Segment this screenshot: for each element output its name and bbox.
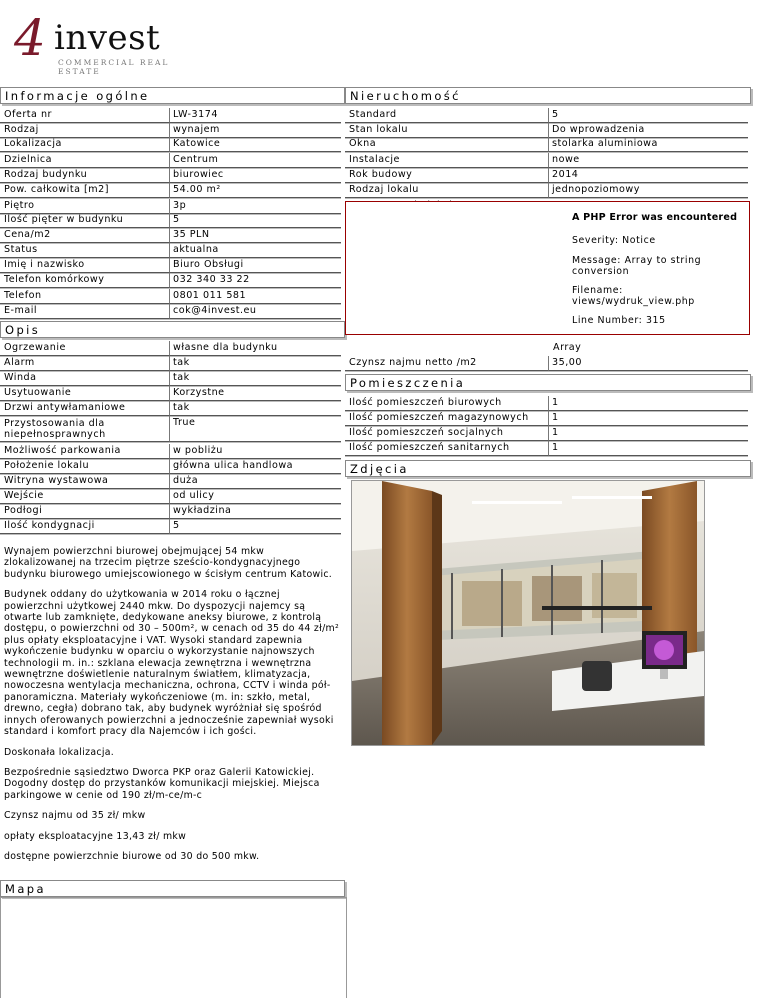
row-value: tak: [169, 401, 341, 416]
row-value: 1: [548, 396, 748, 411]
row-label: Ilość pomieszczeń magazynowych: [345, 411, 548, 426]
row-value: Katowice: [169, 137, 341, 152]
row-label: Rodzaj budynku: [0, 168, 169, 183]
row-label: Czynsz najmu netto /m2: [345, 356, 548, 371]
description-paragraph: Czynsz najmu od 35 zł/ mkw: [4, 810, 146, 822]
row-label: Lokalizacja: [0, 137, 169, 152]
row-value: 1: [548, 441, 748, 456]
row-value: jednopoziomowy: [548, 183, 748, 198]
description-text: [4, 546, 339, 871]
description-paragraph: Wynajem powierzchni biurowej obejmującej 54 mkw zlokalizowanej na trzecim piętrze sześcio-kondygnacyjnego budynku biurowego umiejscowionego w ścisłym centrum Katowic.: [4, 546, 333, 580]
row-value: Korzystne: [169, 386, 341, 401]
row-value: Do wprowadzenia: [548, 123, 748, 138]
row-value: 54.00 m²: [169, 183, 341, 198]
php-error-box: [345, 201, 750, 335]
php-error-filename: Filename: views/wydruk_view.php: [572, 285, 695, 307]
description-paragraph: opłaty eksploatacyjne 13,43 zł/ mkw: [4, 830, 187, 842]
row-value: 032 340 33 22: [169, 273, 341, 288]
logo-tagline: COMMERCIAL REAL ESTATE: [58, 58, 170, 76]
row-label: Ilość pięter w budynku: [0, 213, 169, 228]
row-label: Ogrzewanie: [0, 341, 169, 356]
php-error-message: Message: Array to string conversion: [572, 255, 702, 277]
row-label: Pow. całkowita [m2]: [0, 183, 169, 198]
row-label: Instalacje: [345, 153, 548, 168]
row-value: 1: [548, 411, 748, 426]
section-photos: Zdjęcia: [345, 460, 751, 477]
row-value: biurowiec: [169, 168, 341, 183]
section-rooms: Pomieszczenia: [345, 374, 751, 391]
row-value: stolarka aluminiowa: [548, 137, 748, 152]
row-value: 0801 011 581: [169, 289, 341, 304]
row-label: Status: [0, 243, 169, 258]
row-label: Wejście: [0, 489, 169, 504]
row-label: Rodzaj lokalu: [345, 183, 548, 198]
row-value: 35,00: [548, 356, 748, 371]
office-photo[interactable]: [351, 480, 705, 746]
logo-mark: 4: [14, 9, 46, 67]
row-value: 1: [548, 426, 748, 441]
row-label: Piętro: [0, 199, 169, 214]
row-label: Przystosowania dla niepełnosprawnych: [0, 416, 169, 442]
row-value: własne dla budynku: [169, 341, 341, 356]
row-value: 3p: [169, 199, 341, 214]
description-paragraph: Budynek oddany do użytkowania w 2014 roku o łącznej powierzchni użytkowej 2440 mkw. Do dyspozycji najemcy są otwarte lub zamknięte, dedykowane aneksy biurowe, z kontrolą dostępu, o powierzchni od 30 – 500m², w cenach od 35 do 44 zł/m² plus opłaty eksploatacyjne i VAT. Wysoki standard zapewnia wykończenie budynku w oparciu o wykorzystanie najnowszych technologii m. in.: szklana elewacja zewnętrzna i wewnętrzna wewnętrzne doświetlenie naturalnym światłem, klimatyzacja, nowoczesna wentylacja mechaniczna, ochrona, CCTV i winda pół-panoramiczna. Materiały wykończeniowe (m. in: szkło, metal, drewno, cegła) dobrano tak, aby budynek wyróżniał się spośród innych oferowanych powierzchni a jednocześnie zapewniał wysoki standard i komfort pracy dla Najemców i ich gości.: [4, 589, 340, 738]
section-general: Informacje ogólne: [0, 87, 345, 104]
row-label: Położenie lokalu: [0, 459, 169, 474]
row-value: tak: [169, 356, 341, 371]
php-error-line: Line Number: 315: [572, 315, 666, 326]
row-label: Standard: [345, 108, 548, 123]
row-value: Centrum: [169, 153, 341, 168]
row-value[interactable]: cok@4invest.eu: [169, 304, 341, 319]
logo-wordmark: invest: [54, 18, 161, 58]
description-paragraph: Bezpośrednie sąsiedztwo Dworca PKP oraz Galerii Katowickiej. Dogodny dostęp do przystanków komunikacji miejskiej. Miejsca parkingowe w cenie od 190 zł/m-ce/m-c: [4, 766, 320, 801]
row-value: LW-3174: [169, 108, 341, 123]
description-paragraph: dostępne powierzchnie biurowe od 30 do 500 mkw.: [4, 850, 260, 862]
row-label: Rok budowy: [345, 168, 548, 183]
map-area[interactable]: [0, 897, 347, 998]
purpose-value: Array: [553, 342, 582, 353]
row-label: Rodzaj: [0, 123, 169, 138]
row-label: Ilość pomieszczeń sanitarnych: [345, 441, 548, 456]
row-label: E-mail: [0, 304, 169, 319]
row-label: Ilość pomieszczeń socjalnych: [345, 426, 548, 441]
row-label: Okna: [345, 137, 548, 152]
section-map: Mapa: [0, 880, 345, 897]
row-value: od ulicy: [169, 489, 341, 504]
row-label: Witryna wystawowa: [0, 474, 169, 489]
section-description: Opis: [0, 321, 345, 338]
php-error-severity: Severity: Notice: [572, 235, 656, 246]
row-value: 5: [169, 213, 341, 228]
row-label: Stan lokalu: [345, 123, 548, 138]
row-label: Telefon: [0, 289, 169, 304]
row-value: główna ulica handlowa: [169, 459, 341, 474]
row-label: Ilość pomieszczeń biurowych: [345, 396, 548, 411]
row-label: Oferta nr: [0, 108, 169, 123]
row-label: Drzwi antywłamaniowe: [0, 401, 169, 416]
row-label: Ilość kondygnacji: [0, 519, 169, 534]
row-value: nowe: [548, 153, 748, 168]
row-label: Imię i nazwisko: [0, 258, 169, 273]
row-value: 35 PLN: [169, 228, 341, 243]
row-label: Alarm: [0, 356, 169, 371]
section-property: Nieruchomość: [345, 87, 751, 104]
row-label: Podłogi: [0, 504, 169, 519]
php-error-title: A PHP Error was encountered: [572, 212, 738, 223]
row-value: wynajem: [169, 123, 341, 138]
row-value: True: [169, 416, 341, 442]
row-value: aktualna: [169, 243, 341, 258]
row-value: 5: [169, 519, 341, 534]
row-value: tak: [169, 371, 341, 386]
row-label: Cena/m2: [0, 228, 169, 243]
company-logo: [14, 9, 204, 76]
row-label: Dzielnica: [0, 153, 169, 168]
row-value: wykładzina: [169, 504, 341, 519]
row-label: Możliwość parkowania: [0, 444, 169, 459]
row-label: Winda: [0, 371, 169, 386]
row-value: duża: [169, 474, 341, 489]
row-value: w pobliżu: [169, 444, 341, 459]
row-value: 5: [548, 108, 748, 123]
row-value: Biuro Obsługi: [169, 258, 341, 273]
row-value: 2014: [548, 168, 748, 183]
description-paragraph: Doskonała lokalizacja.: [4, 746, 115, 758]
row-label: Telefon komórkowy: [0, 273, 169, 288]
row-label: Usytuowanie: [0, 386, 169, 401]
